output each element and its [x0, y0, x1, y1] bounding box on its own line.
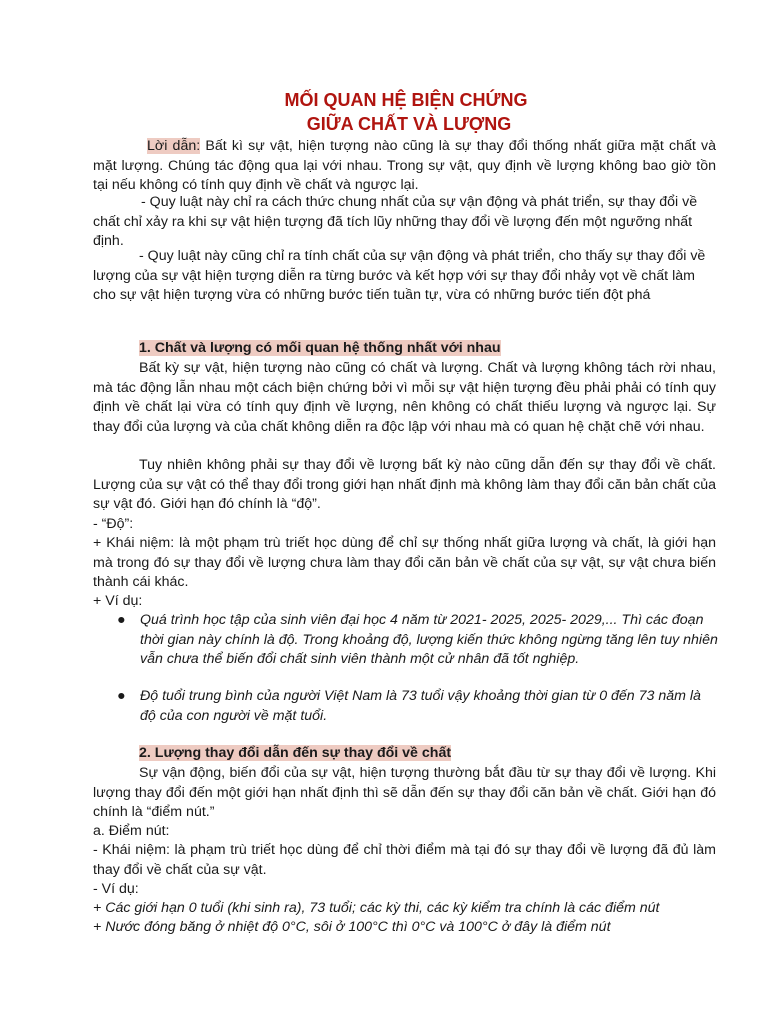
section-2-heading — [139, 744, 451, 764]
do-label: - “Độ”: — [93, 516, 134, 532]
section-2-paragraph-1: Sự vận động, biến đổi của sự vật, hiện tượng thường bắt đầu từ sự thay đổi về lượng. Khi lượng thay đổi đến một giới hạn nhất định thì sẽ dẫn đến sự thay đổi căn bản về chất. Giới hạn đó chính là “điểm nút.” — [93, 765, 716, 820]
section-1-heading-text: 1. Chất và lượng có mối quan hệ thống nhất với nhau — [139, 340, 501, 356]
section-1-paragraph-2: Tuy nhiên không phải sự thay đổi về lượng bất kỳ nào cũng dẫn đến sự thay đổi về chất. Lượng của sự vật có thể thay đổi trong giới hạn nhất định mà không làm thay đổi căn bản chất của sự vật đó. Giới hạn đó chính là “độ”. — [93, 457, 716, 512]
do-concept: + Khái niệm: là một phạm trù triết học dùng để chỉ sự thống nhất giữa lượng và chất, là giới hạn mà trong đó sự thay đổi về lượng chưa làm thay đổi căn bản về chất của sự vật, sự vật chưa biến thành cái khác. — [93, 535, 716, 590]
intro-point-1: - Quy luật này chỉ ra cách thức chung nhất của sự vận động và phát triển, sự thay đổi về chất chỉ xảy ra khi sự vật hiện tượng đã tích lũy những thay đổi về lượng đến một ngưỡng nhất định. — [93, 194, 698, 249]
intro-text: Bất kì sự vật, hiện tượng nào cũng là sự thay đổi thống nhất giữa mặt chất và mặt lượng. Chúng tác động qua lại với nhau. Trong sự vật, quy định về lượng không bao giờ tồn tại nếu không có tính quy định về chất và ngược lại. — [93, 138, 717, 193]
bullet-dot: ● — [117, 688, 126, 704]
sub-heading-a: a. Điểm nút: — [93, 823, 170, 839]
section-1-heading — [139, 339, 501, 359]
node-example-1: + Các giới hạn 0 tuổi (khi sinh ra), 73 tuổi; các kỳ thi, các kỳ kiểm tra chính là các điểm nút — [93, 900, 660, 916]
example-bullet-2: Độ tuổi trung bình của người Việt Nam là 73 tuổi vậy khoảng thời gian từ 0 đến 73 năm là độ của con người về mặt tuổi. — [140, 688, 701, 724]
intro-point-2: - Quy luật này cũng chỉ ra tính chất của sự vận động và phát triển, cho thấy sự thay đổi về lượng của sự vật hiện tượng diễn ra từng bước và kết hợp với sự thay đổi nhảy vọt về chất làm cho sự vật hiện tượng vừa có những bước tiến tuần tự, vừa có những bước tiến đột phá — [93, 248, 706, 303]
node-concept: - Khái niệm: là phạm trù triết học dùng để chỉ thời điểm mà tại đó sự thay đổi về lượng đã đủ làm thay đổi về chất của sự vật. — [93, 842, 716, 878]
title-line-2: GIỮA CHẤT VÀ LƯỢNG — [306, 114, 512, 134]
section-1-paragraph-1: Bất kỳ sự vật, hiện tượng nào cũng có chất và lượng. Chất và lượng không tách rời nhau, mà tác động lẫn nhau một cách biện chứng bởi vì mỗi sự vật hiện tượng đều phải phải có tính quy định về chất lại vừa có tính quy định về lượng, nên không có chất thiếu lượng và ngược lại. Sự thay đổi của lượng và của chất không diễn ra độc lập với nhau mà có quan hệ chặt chẽ với nhau. — [93, 360, 716, 435]
example-label: + Ví dụ: — [93, 593, 143, 609]
intro-label: Lời dẫn: — [147, 138, 201, 154]
node-example-2: + Nước đóng băng ở nhiệt độ 0°C, sôi ở 100°C thì 0°C và 100°C ở đây là điểm nút — [93, 919, 611, 935]
section-2-heading-text: 2. Lượng thay đổi dẫn đến sự thay đổi về chất — [139, 745, 452, 761]
bullet-dot: ● — [117, 612, 126, 628]
intro-paragraph — [93, 137, 716, 196]
node-example-label: - Ví dụ: — [93, 881, 139, 897]
example-bullet-1: Quá trình học tập của sinh viên đại học 4 năm từ 2021- 2025, 2025- 2029,... Thì các đoạn thời gian này chính là độ. Trong khoảng độ, lượng kiến thức không ngừng tăng lên tuy nhiên vẫn chưa thể biến đổi chất sinh viên thành một cử nhân đã tốt nghiệp. — [140, 612, 718, 667]
title-line-1: MỐI QUAN HỆ BIỆN CHỨNG — [284, 90, 528, 110]
